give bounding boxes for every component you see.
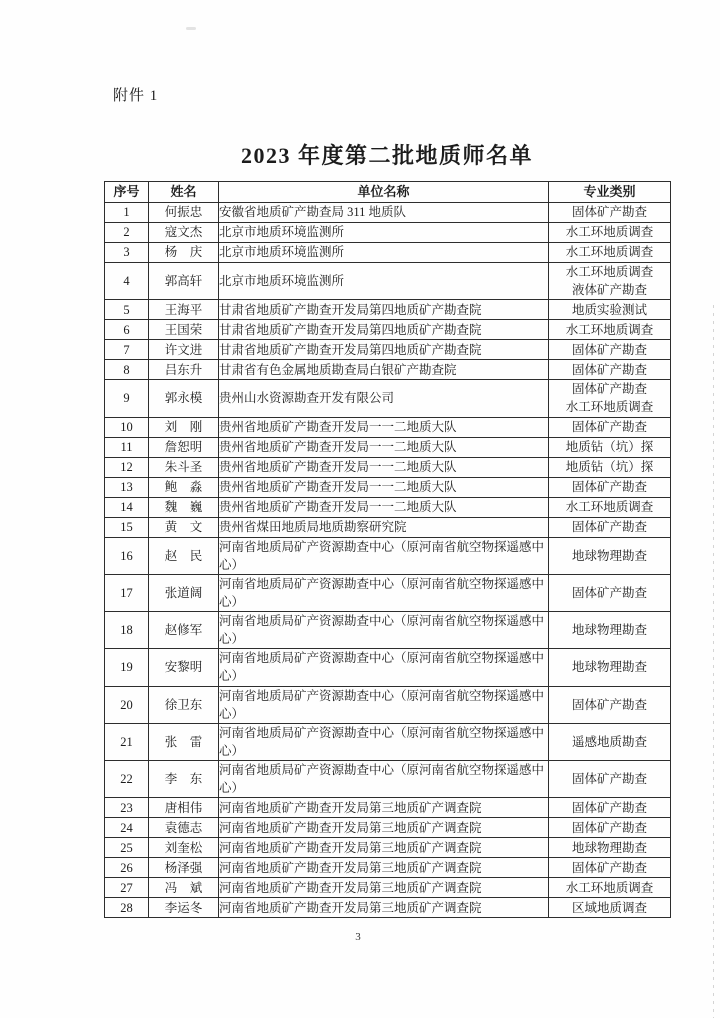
category-cell bbox=[549, 477, 671, 497]
unit-cell: 甘肃省地质矿产勘查开发局第四地质矿产勘查院 bbox=[219, 300, 549, 320]
name-cell: 张道阔 bbox=[149, 574, 219, 611]
table-row bbox=[105, 612, 671, 649]
name-cell: 魏 巍 bbox=[149, 497, 219, 517]
row-number-cell: 21 bbox=[105, 723, 149, 760]
name-cell: 朱斗圣 bbox=[149, 457, 219, 477]
category-line: 固体矿产勘查 bbox=[571, 205, 647, 220]
category-line: 固体矿产勘查 bbox=[571, 585, 647, 600]
table-row bbox=[105, 649, 671, 686]
category-cell bbox=[549, 320, 671, 340]
unit-cell: 贵州省地质矿产勘查开发局一一二地质大队 bbox=[219, 457, 549, 477]
table-row bbox=[105, 898, 671, 918]
category-line: 固体矿产勘查 bbox=[571, 860, 647, 875]
unit-cell: 河南省地质矿产勘查开发局第三地质矿产调查院 bbox=[219, 838, 549, 858]
category-cell bbox=[549, 457, 671, 477]
name-cell: 杨泽强 bbox=[149, 858, 219, 878]
name-cell: 郭高轩 bbox=[149, 263, 219, 300]
category-line: 地质钻（坑）探 bbox=[565, 439, 654, 454]
category-cell bbox=[549, 537, 671, 574]
row-number-cell: 7 bbox=[105, 340, 149, 360]
category-cell bbox=[549, 761, 671, 798]
category-line: 水工环地质调查 bbox=[565, 400, 654, 415]
roster-table bbox=[104, 181, 671, 918]
unit-cell: 贵州省地质矿产勘查开发局一一二地质大队 bbox=[219, 477, 549, 497]
row-number-cell: 26 bbox=[105, 858, 149, 878]
unit-cell: 北京市地质环境监测所 bbox=[219, 223, 549, 243]
category-cell bbox=[549, 380, 671, 417]
table-row bbox=[105, 497, 671, 517]
name-cell: 赵 民 bbox=[149, 537, 219, 574]
row-number-cell: 9 bbox=[105, 380, 149, 417]
table-row bbox=[105, 574, 671, 611]
unit-cell: 贵州省地质矿产勘查开发局一一二地质大队 bbox=[219, 437, 549, 457]
name-cell: 王海平 bbox=[149, 300, 219, 320]
name-cell: 冯 斌 bbox=[149, 878, 219, 898]
category-cell bbox=[549, 818, 671, 838]
row-number-cell: 15 bbox=[105, 517, 149, 537]
category-cell bbox=[549, 517, 671, 537]
table-row bbox=[105, 878, 671, 898]
category-cell bbox=[549, 878, 671, 898]
scan-artifact-smudge bbox=[186, 27, 196, 30]
category-line: 固体矿产勘查 bbox=[571, 697, 647, 712]
unit-cell: 河南省地质矿产勘查开发局第三地质矿产调查院 bbox=[219, 858, 549, 878]
category-cell bbox=[549, 360, 671, 380]
table-row bbox=[105, 243, 671, 263]
header-no: 序号 bbox=[105, 182, 149, 203]
name-cell: 徐卫东 bbox=[149, 686, 219, 723]
row-number-cell: 13 bbox=[105, 477, 149, 497]
category-line: 水工环地质调查 bbox=[565, 880, 654, 895]
table-row bbox=[105, 340, 671, 360]
unit-cell: 贵州省煤田地质局地质勘察研究院 bbox=[219, 517, 549, 537]
category-line: 固体矿产勘查 bbox=[571, 772, 647, 787]
category-line: 固体矿产勘查 bbox=[571, 820, 647, 835]
row-number-cell: 5 bbox=[105, 300, 149, 320]
row-number-cell: 17 bbox=[105, 574, 149, 611]
header-category: 专业类别 bbox=[549, 182, 671, 203]
row-number-cell: 1 bbox=[105, 203, 149, 223]
table-row bbox=[105, 838, 671, 858]
unit-cell: 甘肃省有色金属地质勘查局白银矿产勘查院 bbox=[219, 360, 549, 380]
table-row bbox=[105, 223, 671, 243]
name-cell: 鲍 淼 bbox=[149, 477, 219, 497]
table-row bbox=[105, 380, 671, 417]
row-number-cell: 11 bbox=[105, 437, 149, 457]
category-line: 遥感地质勘查 bbox=[571, 734, 647, 749]
name-cell: 吕东升 bbox=[149, 360, 219, 380]
name-cell: 杨 庆 bbox=[149, 243, 219, 263]
unit-cell: 河南省地质局矿产资源勘查中心（原河南省航空物探遥感中心） bbox=[219, 612, 549, 649]
name-cell: 赵修军 bbox=[149, 612, 219, 649]
category-cell bbox=[549, 203, 671, 223]
category-line: 固体矿产勘查 bbox=[571, 479, 647, 494]
category-cell bbox=[549, 417, 671, 437]
table-row bbox=[105, 203, 671, 223]
unit-cell: 河南省地质局矿产资源勘查中心（原河南省航空物探遥感中心） bbox=[219, 761, 549, 798]
unit-cell: 河南省地质局矿产资源勘查中心（原河南省航空物探遥感中心） bbox=[219, 537, 549, 574]
row-number-cell: 12 bbox=[105, 457, 149, 477]
header-name: 姓名 bbox=[149, 182, 219, 203]
category-cell bbox=[549, 243, 671, 263]
row-number-cell: 27 bbox=[105, 878, 149, 898]
category-cell bbox=[549, 798, 671, 818]
category-line: 固体矿产勘查 bbox=[571, 800, 647, 815]
name-cell: 刘 刚 bbox=[149, 417, 219, 437]
row-number-cell: 14 bbox=[105, 497, 149, 517]
category-cell bbox=[549, 612, 671, 649]
category-line: 地球物理勘查 bbox=[571, 660, 647, 675]
attachment-label: 附件 1 bbox=[113, 88, 159, 104]
name-cell: 寇文杰 bbox=[149, 223, 219, 243]
unit-cell: 甘肃省地质矿产勘查开发局第四地质矿产勘查院 bbox=[219, 340, 549, 360]
category-line: 水工环地质调查 bbox=[565, 225, 654, 240]
category-cell bbox=[549, 263, 671, 300]
table-row bbox=[105, 537, 671, 574]
unit-cell: 北京市地质环境监测所 bbox=[219, 243, 549, 263]
name-cell: 王国荣 bbox=[149, 320, 219, 340]
unit-cell: 贵州山水资源勘查开发有限公司 bbox=[219, 380, 549, 417]
unit-cell: 河南省地质局矿产资源勘查中心（原河南省航空物探遥感中心） bbox=[219, 649, 549, 686]
category-cell bbox=[549, 340, 671, 360]
row-number-cell: 23 bbox=[105, 798, 149, 818]
name-cell: 李 东 bbox=[149, 761, 219, 798]
page-title: 2023 年度第二批地质师名单 bbox=[240, 143, 533, 168]
name-cell: 詹恕明 bbox=[149, 437, 219, 457]
table-row bbox=[105, 723, 671, 760]
category-line: 区域地质调查 bbox=[571, 900, 647, 915]
category-line: 固体矿产勘查 bbox=[571, 382, 647, 397]
category-cell bbox=[549, 574, 671, 611]
row-number-cell: 18 bbox=[105, 612, 149, 649]
table-row bbox=[105, 417, 671, 437]
category-line: 固体矿产勘查 bbox=[571, 419, 647, 434]
category-line: 固体矿产勘查 bbox=[571, 519, 647, 534]
category-line: 水工环地质调查 bbox=[565, 265, 654, 279]
category-cell bbox=[549, 723, 671, 760]
table-row bbox=[105, 300, 671, 320]
unit-cell: 河南省地质矿产勘查开发局第三地质矿产调查院 bbox=[219, 878, 549, 898]
category-cell bbox=[549, 838, 671, 858]
name-cell: 刘奎松 bbox=[149, 838, 219, 858]
category-line: 地球物理勘查 bbox=[571, 548, 647, 563]
unit-cell: 甘肃省地质矿产勘查开发局第四地质矿产勘查院 bbox=[219, 320, 549, 340]
category-line: 水工环地质调查 bbox=[565, 499, 654, 514]
row-number-cell: 28 bbox=[105, 898, 149, 918]
name-cell: 唐相伟 bbox=[149, 798, 219, 818]
row-number-cell: 10 bbox=[105, 417, 149, 437]
category-line: 固体矿产勘查 bbox=[571, 362, 647, 377]
table-row bbox=[105, 437, 671, 457]
category-cell bbox=[549, 858, 671, 878]
row-number-cell: 2 bbox=[105, 223, 149, 243]
unit-cell: 安徽省地质矿产勘查局 311 地质队 bbox=[219, 203, 549, 223]
category-cell bbox=[549, 649, 671, 686]
table-row bbox=[105, 517, 671, 537]
name-cell: 郭永模 bbox=[149, 380, 219, 417]
row-number-cell: 19 bbox=[105, 649, 149, 686]
name-cell: 张 雷 bbox=[149, 723, 219, 760]
category-cell bbox=[549, 223, 671, 243]
row-number-cell: 22 bbox=[105, 761, 149, 798]
name-cell: 何振忠 bbox=[149, 203, 219, 223]
table-row bbox=[105, 818, 671, 838]
row-number-cell: 4 bbox=[105, 263, 149, 300]
row-number-cell: 6 bbox=[105, 320, 149, 340]
category-line: 固体矿产勘查 bbox=[571, 342, 647, 357]
unit-cell: 河南省地质局矿产资源勘查中心（原河南省航空物探遥感中心） bbox=[219, 723, 549, 760]
table-row bbox=[105, 477, 671, 497]
row-number-cell: 25 bbox=[105, 838, 149, 858]
unit-cell: 河南省地质矿产勘查开发局第三地质矿产调查院 bbox=[219, 898, 549, 918]
category-cell bbox=[549, 497, 671, 517]
category-cell bbox=[549, 437, 671, 457]
row-number-cell: 24 bbox=[105, 818, 149, 838]
unit-cell: 河南省地质局矿产资源勘查中心（原河南省航空物探遥感中心） bbox=[219, 574, 549, 611]
unit-cell: 贵州省地质矿产勘查开发局一一二地质大队 bbox=[219, 497, 549, 517]
unit-cell: 河南省地质矿产勘查开发局第三地质矿产调查院 bbox=[219, 818, 549, 838]
header-unit: 单位名称 bbox=[219, 182, 549, 203]
category-cell bbox=[549, 898, 671, 918]
table-row bbox=[105, 761, 671, 798]
category-line: 水工环地质调查 bbox=[565, 245, 654, 260]
row-number-cell: 20 bbox=[105, 686, 149, 723]
table-row bbox=[105, 686, 671, 723]
category-line: 地球物理勘查 bbox=[571, 623, 647, 638]
unit-cell: 北京市地质环境监测所 bbox=[219, 263, 549, 300]
unit-cell: 河南省地质矿产勘查开发局第三地质矿产调查院 bbox=[219, 798, 549, 818]
unit-cell: 贵州省地质矿产勘查开发局一一二地质大队 bbox=[219, 417, 549, 437]
scan-artifact-line bbox=[713, 305, 714, 1018]
name-cell: 许文进 bbox=[149, 340, 219, 360]
table-row bbox=[105, 798, 671, 818]
name-cell: 李运冬 bbox=[149, 898, 219, 918]
name-cell: 黄 文 bbox=[149, 517, 219, 537]
row-number-cell: 3 bbox=[105, 243, 149, 263]
unit-cell: 河南省地质局矿产资源勘查中心（原河南省航空物探遥感中心） bbox=[219, 686, 549, 723]
table-row bbox=[105, 263, 671, 300]
table-row bbox=[105, 858, 671, 878]
row-number-cell: 16 bbox=[105, 537, 149, 574]
name-cell: 安黎明 bbox=[149, 649, 219, 686]
table-row bbox=[105, 457, 671, 477]
category-line: 地质实验测试 bbox=[571, 302, 647, 317]
name-cell: 袁德志 bbox=[149, 818, 219, 838]
table-row bbox=[105, 320, 671, 340]
table-row bbox=[105, 360, 671, 380]
category-line: 地球物理勘查 bbox=[571, 840, 647, 855]
category-line: 地质钻（坑）探 bbox=[565, 459, 654, 474]
table-header-row bbox=[105, 182, 671, 203]
category-cell bbox=[549, 686, 671, 723]
category-line: 水工环地质调查 bbox=[565, 322, 654, 337]
roster-table-body bbox=[105, 203, 671, 918]
category-cell bbox=[549, 300, 671, 320]
page-number: 3 bbox=[355, 931, 361, 943]
row-number-cell: 8 bbox=[105, 360, 149, 380]
category-line: 液体矿产勘查 bbox=[571, 283, 647, 298]
